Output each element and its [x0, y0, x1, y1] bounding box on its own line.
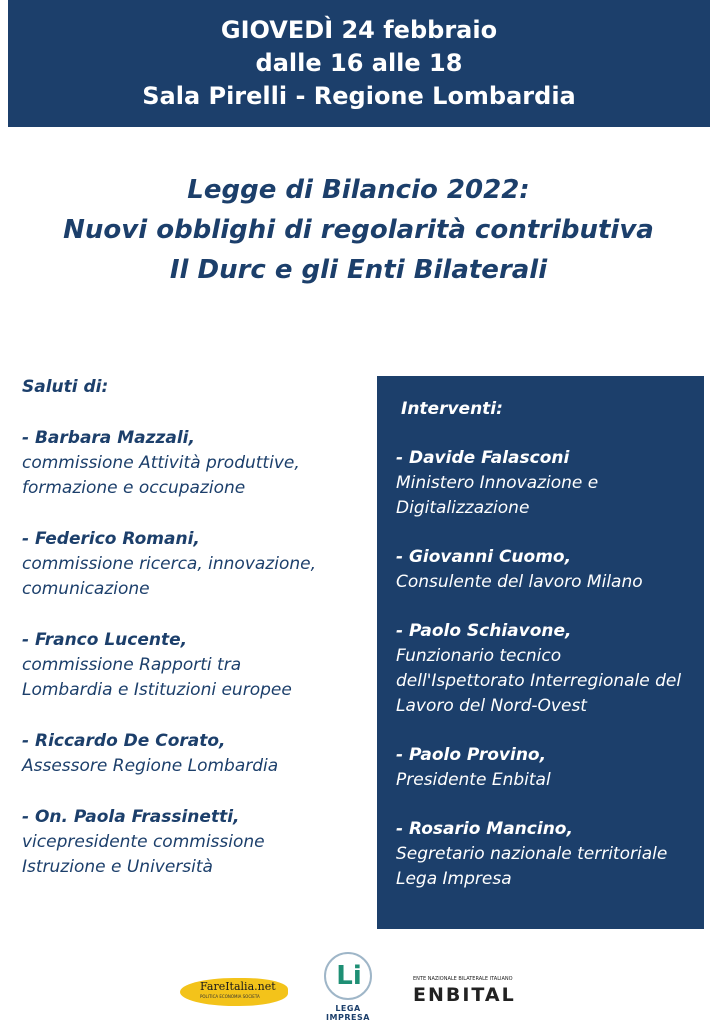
enbital-logo-name: ENBITAL [413, 984, 516, 1006]
title-line-2: Nuovi obblighi di regolarità contributiva [63, 215, 654, 245]
speaker-role: commissione Rapporti tra Lombardia e Istituzioni europee [22, 655, 292, 700]
speaker-role: Ministero Innovazione e Digitalizzazione [396, 473, 599, 518]
speaker-item [22, 527, 352, 602]
speaker-item [22, 729, 352, 779]
speaker-role: commissione ricerca, innovazione, comunicazione [22, 554, 316, 599]
speaker-role: Presidente Enbital [396, 770, 551, 790]
legaimpresa-logo [312, 952, 384, 1022]
speaker-role: Assessore Regione Lombardia [22, 756, 279, 776]
sponsor-logos [0, 950, 717, 1024]
event-time: dalle 16 alle 18 [255, 49, 463, 77]
fareitalia-logo-tagline: POLITICA ECONOMIA SOCIETA [200, 994, 260, 999]
speaker-name: - On. Paola Frassinetti, [22, 807, 240, 827]
event-date: GIOVEDÌ 24 febbraio [220, 16, 498, 44]
speaker-name: - Franco Lucente, [22, 630, 188, 650]
legaimpresa-logo-name: LEGA IMPRESA [326, 1004, 370, 1022]
enbital-logo-subtitle: ENTE NAZIONALE BILATERALE ITALIANO [413, 976, 513, 982]
interventi-section [377, 376, 704, 929]
speaker-name: - Giovanni Cuomo, [396, 547, 572, 567]
speaker-item [396, 545, 686, 595]
speaker-item [396, 446, 686, 521]
speaker-name: - Paolo Schiavone, [396, 621, 572, 641]
speaker-item [396, 619, 686, 719]
speaker-role: vicepresidente commissione Istruzione e Università [22, 832, 265, 877]
speaker-name: - Davide Falasconi [396, 448, 570, 468]
enbital-logo [413, 976, 539, 1010]
speaker-item [22, 805, 352, 880]
legaimpresa-logo-mark: Li [336, 961, 362, 991]
speaker-role: Funzionario tecnico dell'Ispettorato Interregionale del Lavoro del Nord-Ovest [396, 646, 682, 716]
fareitalia-logo-name: FareItalia.net [200, 980, 276, 993]
speaker-name: - Barbara Mazzali, [22, 428, 195, 448]
speaker-item [22, 426, 352, 501]
event-header [8, 0, 710, 127]
interventi-heading: Interventi: [401, 399, 503, 419]
title-line-3: Il Durc e gli Enti Bilaterali [169, 255, 548, 285]
title-line-1: Legge di Bilancio 2022: [187, 175, 530, 205]
speaker-item [396, 743, 686, 793]
event-venue: Sala Pirelli - Regione Lombardia [142, 82, 576, 110]
speaker-role: Consulente del lavoro Milano [396, 572, 643, 592]
speaker-role: commissione Attività produttive, formazione e occupazione [22, 453, 300, 498]
event-title [0, 170, 717, 290]
speaker-item [22, 628, 352, 703]
speaker-name: - Rosario Mancino, [396, 819, 573, 839]
speaker-item [396, 817, 686, 892]
fareitalia-logo [180, 972, 288, 1012]
speaker-name: - Paolo Provino, [396, 745, 547, 765]
saluti-heading: Saluti di: [22, 377, 109, 397]
speaker-name: - Riccardo De Corato, [22, 731, 226, 751]
speaker-role: Segretario nazionale territoriale Lega Impresa [396, 844, 668, 889]
speaker-name: - Federico Romani, [22, 529, 200, 549]
saluti-section [22, 374, 352, 880]
